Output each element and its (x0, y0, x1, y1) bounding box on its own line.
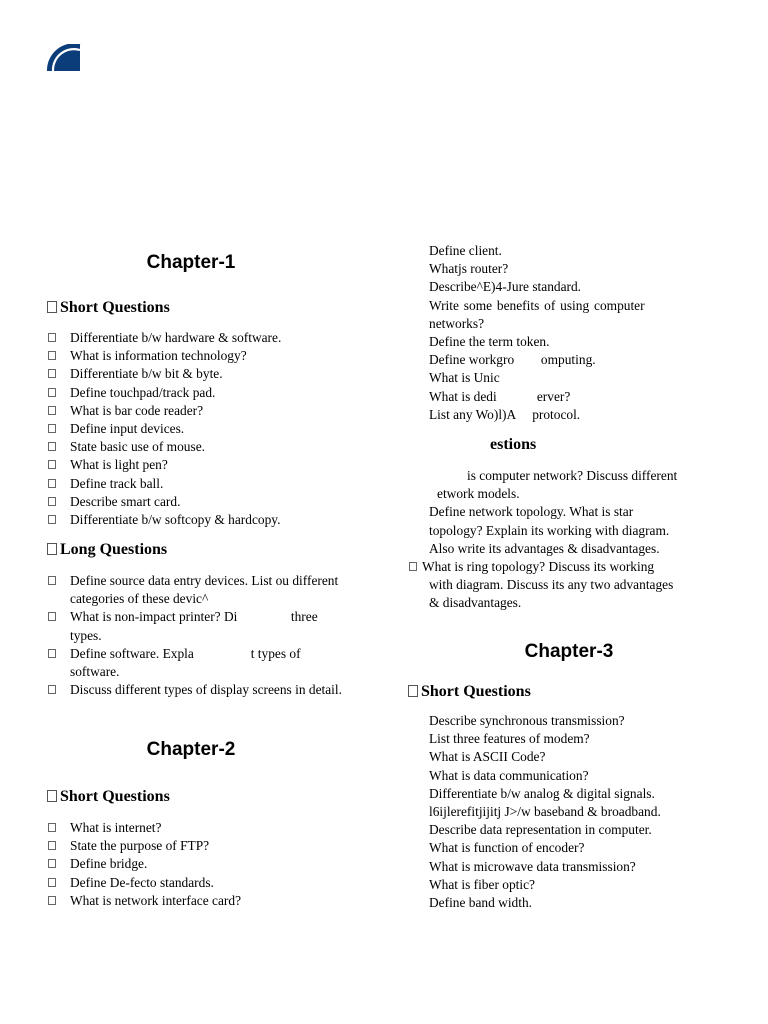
list-item: networks? (429, 315, 485, 331)
checkbox-icon (47, 301, 57, 313)
checkbox-icon (47, 543, 57, 555)
list-item: Describe^E)4-Jure standard. (429, 279, 582, 295)
list-item: What is ASCII Code? (429, 749, 546, 765)
list-item: Define source data entry devices. List ou different categories of these devic^ (48, 572, 344, 608)
publisher-logo (47, 44, 81, 72)
bullet-box-icon (48, 351, 56, 360)
bullet-box-icon (48, 333, 56, 342)
list-item: Define bridge. (48, 855, 348, 873)
chapter-1-short-list (48, 329, 348, 529)
list-item: with diagram. Discuss its any two advantages (429, 577, 674, 593)
bullet-box-icon (48, 878, 56, 887)
list-item: State basic use of mouse. (48, 438, 348, 456)
list-item: List three features of modem? (429, 731, 590, 747)
list-item: What is ring topology? Discuss its working (384, 558, 724, 576)
bullet-box-icon (48, 460, 56, 469)
list-item: What is non-impact printer? Di three types. (48, 608, 344, 644)
chapter-3-short-list (429, 712, 729, 912)
list-item: State the purpose of FTP? (48, 837, 348, 855)
list-item: Also write its advantages & disadvantages. (429, 540, 660, 556)
bullet-box-icon (48, 859, 56, 868)
bullet-box-icon (48, 442, 56, 451)
list-item: Define track ball. (48, 475, 348, 493)
list-item: What is function of encoder? (429, 840, 585, 856)
list-item: What is network interface card? (48, 892, 348, 910)
chapter-1-long-list (48, 572, 344, 699)
bullet-box-icon (48, 424, 56, 433)
bullet-box-icon (48, 685, 56, 694)
bullet-box-icon (48, 515, 56, 524)
list-item: Differentiate b/w analog & digital signals. (429, 785, 655, 801)
list-item: List any Wo)l)A protocol. (429, 406, 581, 422)
chapter-2-long-heading: estions (490, 436, 537, 453)
list-item: What is information technology? (48, 347, 348, 365)
list-item: Differentiate b/w hardware & software. (48, 329, 348, 347)
chapter-2-long-list (384, 467, 724, 613)
list-item: What is internet? (48, 819, 348, 837)
chapter-3-title: Chapter-3 (524, 641, 614, 662)
list-item: Define network topology. What is star (429, 504, 634, 520)
bullet-box-icon (48, 497, 56, 506)
list-item: What is data communication? (429, 767, 589, 783)
list-item: is computer network? Discuss different (467, 468, 678, 483)
chapter-1-long-heading: Long Questions (47, 541, 167, 559)
list-item: Define touchpad/track pad. (48, 384, 348, 402)
list-item: topology? Explain its working with diagram. (429, 522, 670, 538)
list-item: What is light pen? (48, 456, 348, 474)
bullet-box-icon (409, 562, 417, 571)
list-item: What is microwave data transmission? (429, 858, 636, 874)
list-item: Differentiate b/w softcopy & hardcopy. (48, 511, 348, 529)
chapter-2-short-list (48, 819, 348, 910)
list-item: & disadvantages. (429, 595, 522, 611)
bullet-box-icon (48, 896, 56, 905)
list-item: Describe smart card. (48, 493, 348, 511)
list-item: Define the term token. (429, 334, 550, 350)
list-item: etwork models. (437, 486, 520, 502)
chapter-1-title: Chapter-1 (146, 252, 236, 273)
list-item: What is fiber optic? (429, 876, 535, 892)
bullet-box-icon (48, 649, 56, 658)
list-item: Define software. Expla t types of software. (48, 645, 344, 681)
checkbox-icon (47, 790, 57, 802)
list-item: What is bar code reader? (48, 402, 348, 420)
bullet-box-icon (48, 841, 56, 850)
chapter-2-short-list-continued (429, 242, 729, 424)
bullet-box-icon (48, 823, 56, 832)
list-item: Describe data representation in computer. (429, 822, 652, 838)
list-item: Describe synchronous transmission? (429, 713, 625, 728)
list-item: Define band width. (429, 895, 533, 911)
bullet-box-icon (48, 576, 56, 585)
bullet-box-icon (48, 369, 56, 378)
bullet-box-icon (48, 479, 56, 488)
chapter-2-short-heading: Short Questions (47, 788, 170, 806)
bullet-box-icon (48, 612, 56, 621)
chapter-1-short-heading: Short Questions (47, 299, 170, 317)
list-item: Differentiate b/w bit & byte. (48, 365, 348, 383)
list-item: Discuss different types of display screens in detail. (48, 681, 344, 699)
list-item: What is Unic (429, 370, 500, 386)
list-item: What is dedi erver? (429, 388, 571, 404)
bullet-box-icon (48, 406, 56, 415)
checkbox-icon (408, 685, 418, 697)
list-item: l6ijlerefitjijitj J>/w baseband & broadband. (429, 804, 661, 820)
list-item: Define workgro omputing. (429, 352, 596, 368)
bullet-box-icon (48, 388, 56, 397)
list-item: Whatjs router? (429, 261, 509, 277)
chapter-2-title: Chapter-2 (146, 739, 236, 760)
list-item: Define input devices. (48, 420, 348, 438)
list-item: Write some benefits of using computer (429, 297, 645, 313)
list-item: Define client. (429, 243, 502, 258)
chapter-3-short-heading: Short Questions (408, 683, 531, 701)
list-item: Define De-fecto standards. (48, 874, 348, 892)
